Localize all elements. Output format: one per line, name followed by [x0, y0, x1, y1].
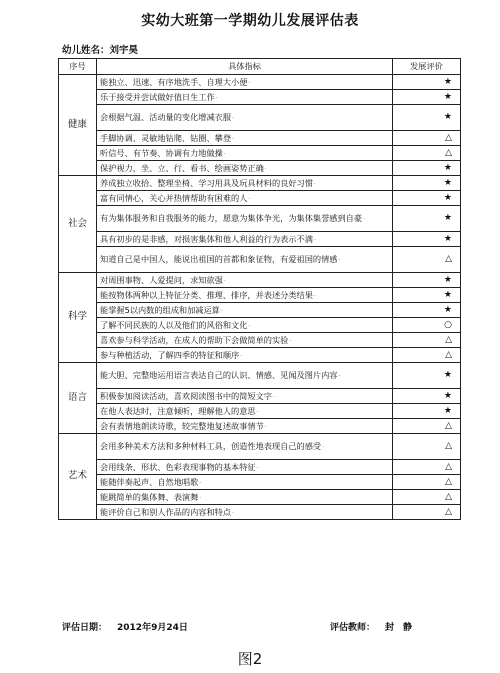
paragraph-mark: .: [248, 193, 251, 201]
evaluation-mark: △: [393, 146, 461, 161]
paragraph-mark: .: [232, 507, 234, 515]
paragraph-mark: .: [313, 178, 316, 186]
indicator-text: 会有表情地朗读诗歌，较完整地复述故事情节: [100, 420, 264, 431]
indicator-text: 了解不同民族的人以及他们的风俗和文化: [100, 319, 248, 330]
table-row: [59, 490, 461, 505]
category-cell: 艺术: [59, 434, 97, 520]
paragraph-mark: .: [313, 290, 316, 298]
table-row: [59, 176, 461, 191]
paragraph-mark: .: [248, 320, 251, 328]
table-row: [59, 161, 461, 176]
teacher-label: 评估教师：: [330, 623, 376, 633]
indicator-text: 知道自己是中国人，能说出祖国的首都和象征物，有爱祖国的情感: [100, 254, 338, 265]
table-row: [59, 505, 461, 520]
indicator-cell: [97, 131, 393, 146]
paragraph-mark: .: [313, 234, 316, 242]
child-name: 刘宇昊: [109, 45, 139, 56]
evaluation-mark: ★: [393, 389, 461, 404]
evaluation-mark: △: [393, 419, 461, 434]
table-row: [59, 434, 461, 460]
indicator-cell: [97, 191, 393, 206]
header-eval: 发展评价: [393, 59, 461, 75]
evaluation-mark: ★: [393, 176, 461, 191]
evaluation-mark: △: [393, 475, 461, 490]
evaluation-mark: ★: [393, 90, 461, 105]
evaluation-mark: △: [393, 348, 461, 363]
table-row: [59, 303, 461, 318]
paragraph-mark: .: [215, 92, 218, 100]
indicator-cell: [97, 161, 393, 176]
indicator-cell: [97, 146, 393, 161]
evaluation-mark: ★: [393, 273, 461, 288]
evaluation-mark: △: [393, 247, 461, 273]
indicator-text: 富有同情心，关心并热情帮助有困难的人: [100, 192, 248, 203]
evaluation-mark: △: [393, 333, 461, 348]
indicator-cell: [97, 273, 393, 288]
teacher-value: 封 静: [385, 623, 413, 633]
table-row: [59, 273, 461, 288]
indicator-text: 听信号、有节奏、协调有力地做操: [100, 147, 223, 158]
indicator-text: 积极参加阅读活动，喜欢阅读图书中的简短文字: [100, 390, 272, 401]
indicator-cell: [97, 206, 393, 232]
table-row: [59, 475, 461, 490]
paragraph-mark: .: [338, 371, 341, 379]
indicator-text: 有为集体服务和自我服务的能力，愿意为集体争光，为集体集誉感到自豪: [100, 213, 363, 224]
paragraph-mark: .: [264, 421, 267, 429]
paragraph-mark: .: [199, 477, 202, 485]
paragraph-mark: .: [256, 462, 259, 470]
form-title: 实幼大班第一学期幼儿发展评估表: [141, 13, 359, 29]
evaluation-mark: △: [393, 131, 461, 146]
table-row: [59, 131, 461, 146]
indicator-cell: [97, 490, 393, 505]
evaluation-mark: ★: [393, 363, 461, 389]
table-row: [59, 404, 461, 419]
indicator-text: 喜欢参与科学活动，在成人的帮助下会做简单的实验: [100, 334, 289, 345]
indicator-cell: [97, 232, 393, 247]
evaluation-table: [58, 58, 461, 520]
indicator-text: 养成独立收拾、整理坐椅、学习用具及玩具材料的良好习惯: [100, 177, 313, 188]
table-row: [59, 389, 461, 404]
table-header-row: [59, 59, 461, 75]
evaluation-teacher: [330, 620, 412, 633]
table-row: [59, 232, 461, 247]
paragraph-mark: .: [264, 163, 267, 171]
indicator-cell: [97, 176, 393, 191]
evaluation-date: [62, 620, 188, 633]
indicator-cell: [97, 434, 393, 460]
evaluation-mark: ★: [393, 288, 461, 303]
category-cell: 科学: [59, 273, 97, 363]
table-body: [59, 75, 461, 520]
indicator-cell: [97, 105, 393, 131]
table-row: [59, 247, 461, 273]
table-row: [59, 460, 461, 475]
indicator-cell: [97, 348, 393, 363]
table-row: [59, 363, 461, 389]
paragraph-mark: .: [272, 391, 275, 399]
header-indicator: 具体指标: [97, 59, 393, 75]
child-name-line: [62, 42, 138, 56]
paragraph-mark: .: [322, 442, 324, 450]
paragraph-mark: .: [363, 214, 365, 222]
evaluation-mark: ★: [393, 206, 461, 232]
table-row: [59, 191, 461, 206]
evaluation-mark: △: [393, 490, 461, 505]
paragraph-mark: .: [223, 148, 226, 156]
indicator-text: 能随伴奏起声、自然地唱歌: [100, 476, 199, 487]
paragraph-mark: .: [199, 492, 202, 500]
category-cell: 社会: [59, 176, 97, 273]
date-label: 评估日期：: [62, 623, 108, 633]
indicator-cell: [97, 288, 393, 303]
evaluation-mark: ★: [393, 105, 461, 131]
indicator-text: 能跳简单的集体舞、表演舞: [100, 491, 199, 502]
table-row: [59, 348, 461, 363]
child-name-label: 幼儿姓名：: [62, 45, 110, 56]
header-seq: 序号: [59, 59, 97, 75]
date-value: 2012年9月24日: [117, 623, 188, 633]
indicator-text: 乐于接受并尝试做好值日生工作: [100, 91, 215, 102]
indicator-text: 保护视力，坐、立、行、看书、绘画姿势正确: [100, 162, 264, 173]
indicator-text: 能按物体两种以上特征分类、推理、排序，并表述分类结果: [100, 289, 313, 300]
indicator-text: 对周围事物、人爱提问，求知欲强: [100, 274, 223, 285]
table-row: [59, 288, 461, 303]
indicator-cell: [97, 75, 393, 90]
indicator-cell: [97, 303, 393, 318]
paragraph-mark: .: [220, 305, 223, 313]
evaluation-mark: ★: [393, 75, 461, 90]
indicator-cell: [97, 389, 393, 404]
table-row: [59, 146, 461, 161]
table-row: [59, 419, 461, 434]
indicator-text: 具有初步的是非感，对损害集体和他人利益的行为表示不满: [100, 233, 313, 244]
evaluation-mark: ★: [393, 303, 461, 318]
evaluation-mark: △: [393, 460, 461, 475]
evaluation-mark: ★: [393, 191, 461, 206]
indicator-text: 会用多种美术方法和多种材料工具，创造性地表现自己的感受: [100, 441, 322, 452]
paragraph-mark: .: [223, 275, 226, 283]
category-cell: 健康: [59, 75, 97, 176]
indicator-cell: [97, 460, 393, 475]
indicator-text: 会根据气温、活动量的变化增减衣服: [100, 112, 232, 123]
table-row: [59, 75, 461, 90]
indicator-cell: [97, 318, 393, 333]
table-row: [59, 206, 461, 232]
table-row: [59, 105, 461, 131]
paragraph-mark: .: [232, 133, 234, 141]
paragraph-mark: .: [248, 77, 251, 85]
indicator-cell: [97, 475, 393, 490]
paragraph-mark: .: [240, 350, 243, 358]
indicator-text: 参与种植活动，了解四季的特征和顺序: [100, 349, 240, 360]
evaluation-mark: ★: [393, 232, 461, 247]
indicator-text: 在他人表达时，注意倾听，理解他人的意思: [100, 405, 256, 416]
paragraph-mark: .: [232, 113, 234, 121]
indicator-text: 会用线条、形状、色彩表现事物的基本特征: [100, 461, 256, 472]
evaluation-mark: △: [393, 505, 461, 520]
indicator-cell: [97, 404, 393, 419]
indicator-cell: [97, 505, 393, 520]
table-row: [59, 90, 461, 105]
indicator-text: 能独立、迅速、有序地洗手、自理大小便: [100, 76, 248, 87]
paragraph-mark: .: [256, 406, 259, 414]
indicator-cell: [97, 90, 393, 105]
table-row: [59, 318, 461, 333]
indicator-cell: [97, 333, 393, 348]
indicator-cell: [97, 363, 393, 389]
figure-caption: 图2: [237, 650, 263, 668]
evaluation-mark: ○: [393, 318, 461, 333]
indicator-text: 手脚协调、灵敏地钻爬、钻圈、攀登: [100, 132, 232, 143]
indicator-cell: [97, 419, 393, 434]
paragraph-mark: .: [289, 335, 292, 343]
category-cell: 语言: [59, 363, 97, 434]
indicator-text: 能评价自己和别人作品的内容和特点: [100, 506, 232, 517]
indicator-cell: [97, 247, 393, 273]
evaluation-mark: △: [393, 434, 461, 460]
paragraph-mark: .: [338, 255, 341, 263]
indicator-text: 能大胆、完整地运用语言表达自己的认识、情感、见闻及图片内容: [100, 370, 338, 381]
evaluation-mark: ★: [393, 404, 461, 419]
indicator-text: 能掌握5以内数的组成和加减运算: [100, 304, 220, 315]
evaluation-mark: ★: [393, 161, 461, 176]
table-row: [59, 333, 461, 348]
